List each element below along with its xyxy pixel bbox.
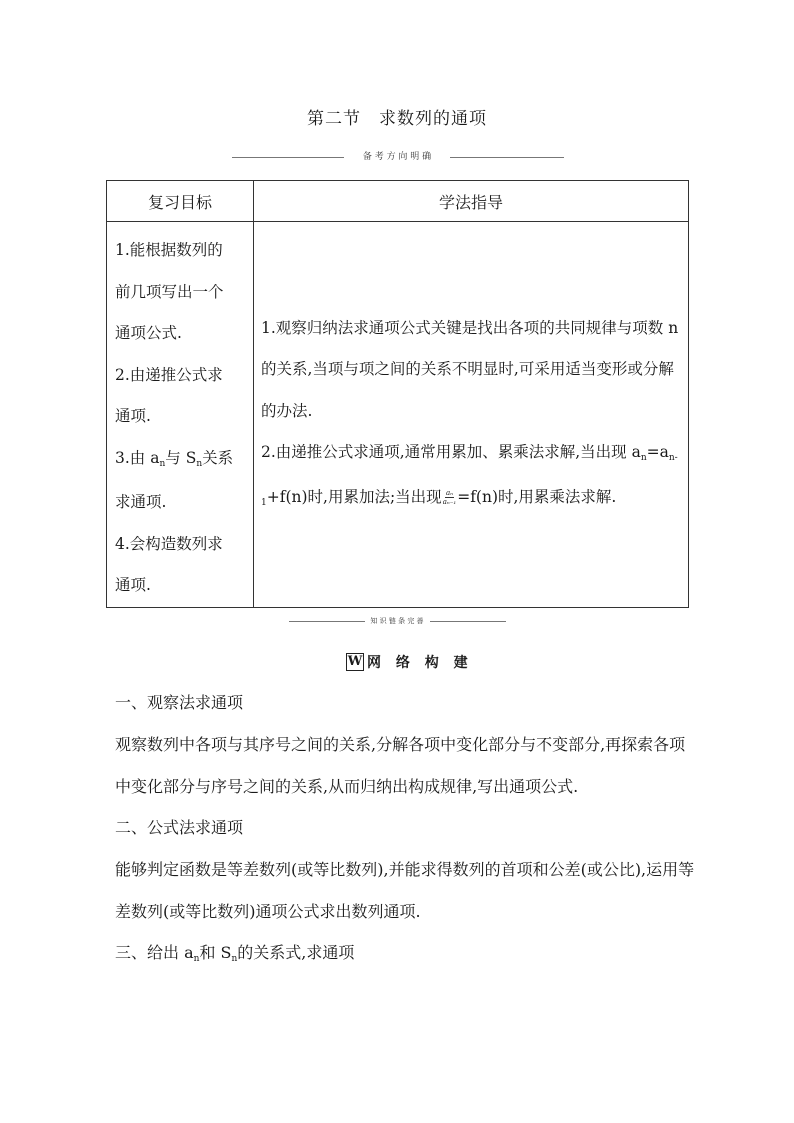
guidance-cell <box>254 222 689 608</box>
goal-line: 前几项写出一个 <box>115 282 224 301</box>
network-section-badge <box>346 652 473 672</box>
goal-line: 求通项. <box>115 493 167 511</box>
guidance-text: 2.由递推公式求通项,通常用累加、累乘法求解,当出现 a <box>261 443 641 461</box>
goal-line-formula <box>115 438 253 483</box>
content-body <box>115 682 695 974</box>
subscript: n <box>196 458 203 469</box>
section-heading-3 <box>115 932 695 974</box>
table-header-row <box>107 181 689 222</box>
subscript: n <box>159 458 166 469</box>
fraction <box>443 489 457 506</box>
badge-label: 网 络 构 建 <box>367 655 473 671</box>
guidance-paragraph-1: 1.观察归纳法求通项公式关键是找出各项的共同规律与项数 n 的关系,当项与项之间的关系不明显时,可采用适当变形或分解的办法. <box>261 318 679 420</box>
guidance-text: =f(n)时,用累乘法求解. <box>457 487 617 506</box>
banner-rule-right <box>430 621 506 622</box>
subscript: n <box>231 954 238 964</box>
page-title: 第二节 求数列的通项 <box>307 109 487 129</box>
goal-line: 通项. <box>115 576 151 594</box>
knowledge-banner <box>0 614 794 628</box>
goal-line: 通项公式. <box>115 324 182 342</box>
heading-text: 的关系式,求通项 <box>237 943 355 962</box>
goal-line: 4.会构造数列求 <box>115 534 223 553</box>
section-heading-1: 一、观察法求通项 <box>115 693 244 712</box>
goal-line: 2.由递推公式求 <box>115 365 223 384</box>
fraction-numerator: aₙ <box>445 489 453 497</box>
banner-label: 知 识 链 条 完 善 <box>370 617 424 625</box>
subscript: n <box>193 954 200 964</box>
guidance-text: =a <box>646 443 669 461</box>
goal-text: 3.由 a <box>115 448 160 467</box>
goal-text: 关系 <box>202 448 234 467</box>
goal-text: 与 S <box>165 448 197 467</box>
guidance-paragraph-2 <box>261 432 682 521</box>
section-heading-2: 二、公式法求通项 <box>115 818 244 837</box>
heading-text: 和 S <box>199 943 232 962</box>
heading-text: 三、给出 a <box>115 943 194 962</box>
table-body-row <box>107 222 689 608</box>
goals-table <box>106 180 689 608</box>
col-header-goals: 复习目标 <box>107 181 254 222</box>
subscript: n-1 <box>261 453 678 508</box>
goal-line: 1.能根据数列的 <box>115 241 223 259</box>
section-body-2: 能够判定函数是等差数列(或等比数列),并能求得数列的首项和公差(或公比),运用等差数列(或等比数列)通项公式求出数列通项. <box>115 860 695 921</box>
banner-label: 备 考 方 向 明 确 <box>362 152 432 162</box>
goals-cell <box>107 222 254 608</box>
goal-line: 通项. <box>115 407 151 425</box>
banner-rule-right <box>450 157 564 158</box>
section-body-1: 观察数列中各项与其序号之间的关系,分解各项中变化部分与不变部分,再探索各项中变化部分与序号之间的关系,从而归纳出构成规律,写出通项公式. <box>115 735 686 796</box>
col-header-guidance: 学法指导 <box>254 181 689 222</box>
prep-banner <box>0 150 794 164</box>
w-logo-icon: W <box>347 654 363 669</box>
fraction-denominator: aₙ₋₁ <box>442 498 457 506</box>
subscript: n <box>640 453 647 463</box>
guidance-text: +f(n)时,用累加法;当出现 <box>266 487 442 506</box>
